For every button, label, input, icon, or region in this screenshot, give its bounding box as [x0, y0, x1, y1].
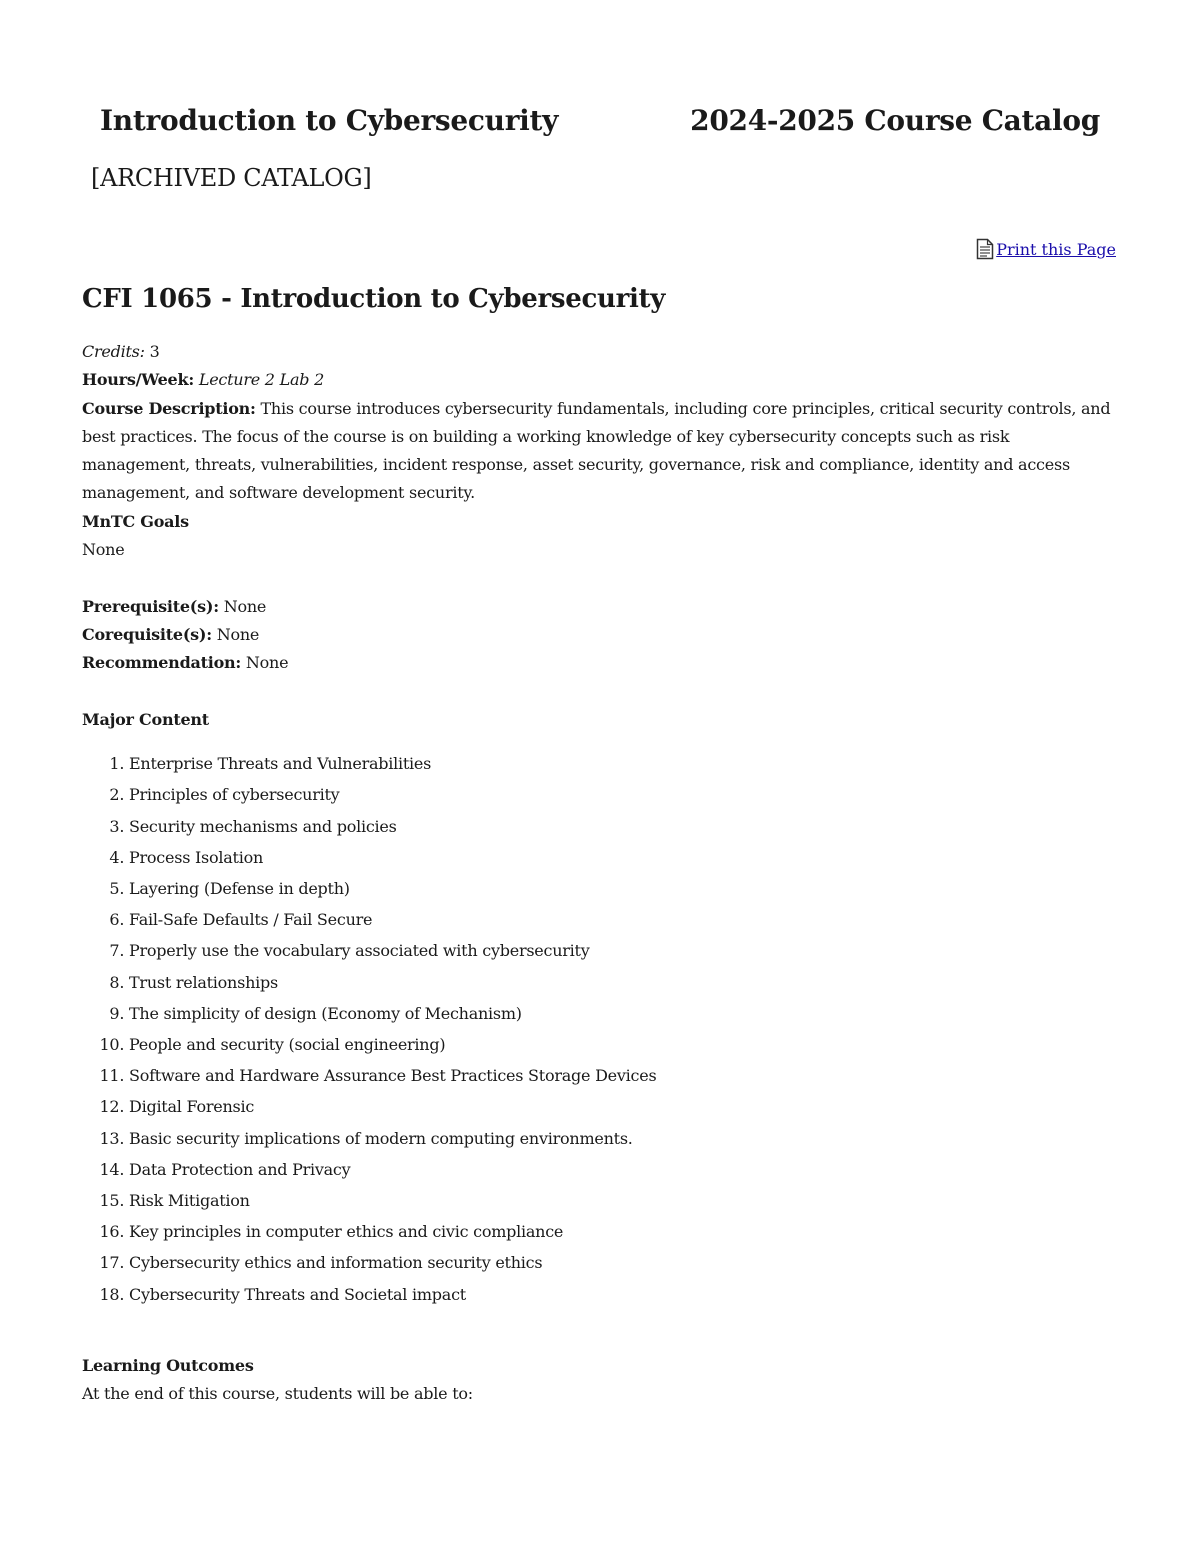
learning-outcomes-label: Learning Outcomes [82, 1355, 254, 1375]
description-label: Course Description: [82, 398, 256, 418]
hours-row [82, 366, 1118, 394]
list-item: 10. People and security (social engineering) [129, 1029, 1118, 1060]
recommendation-label: Recommendation: [82, 653, 242, 673]
coreq-row [82, 621, 1118, 649]
recommendation-row [82, 649, 1118, 677]
mntc-label: MnTC Goals [82, 511, 189, 531]
list-item: 12. Digital Forensic [129, 1091, 1118, 1122]
description-row [82, 395, 1118, 508]
list-item: 17. Cybersecurity ethics and information security ethics [129, 1247, 1118, 1278]
list-item: 4. Process Isolation [129, 842, 1118, 873]
list-item: 3. Security mechanisms and policies [129, 811, 1118, 842]
list-item: 2. Principles of cybersecurity [129, 779, 1118, 810]
list-item: 13. Basic security implications of modern computing environments. [129, 1123, 1118, 1154]
description-text: This course introduces cybersecurity fundamentals, including core principles, critical security controls, and best practices. The focus of the course is on building a working knowledge of key cybersecurity concepts such as risk management, threats, vulnerabilities, incident response, asset security, governance, risk and compliance, identity and access management, and software development security. [82, 398, 1111, 503]
list-item: 6. Fail-Safe Defaults / Fail Secure [129, 904, 1118, 935]
list-item: 15. Risk Mitigation [129, 1185, 1118, 1216]
document-print-icon[interactable] [976, 238, 994, 260]
recommendation-value: None [245, 653, 289, 673]
credits-row [82, 338, 1118, 366]
hours-label: Hours/Week: [82, 370, 194, 390]
major-content-label: Major Content [82, 709, 209, 729]
major-content-list [82, 748, 1118, 1310]
page-title: Introduction to Cybersecurity [100, 104, 559, 137]
credits-label: Credits: [82, 342, 145, 361]
list-item: 5. Layering (Defense in depth) [129, 873, 1118, 904]
list-item: 18. Cybersecurity Threats and Societal impact [129, 1279, 1118, 1310]
coreq-label: Corequisite(s): [82, 624, 212, 644]
catalog-title: 2024-2025 Course Catalog [690, 104, 1100, 137]
prereq-label: Prerequisite(s): [82, 596, 219, 616]
list-item: 8. Trust relationships [129, 967, 1118, 998]
list-item: 11. Software and Hardware Assurance Best Practices Storage Devices [129, 1060, 1118, 1091]
print-page-control[interactable] [976, 238, 1116, 260]
list-item: 1. Enterprise Threats and Vulnerabilities [129, 748, 1118, 779]
prereq-row [82, 593, 1118, 621]
list-item: 9. The simplicity of design (Economy of Mechanism) [129, 998, 1118, 1029]
list-item: 7. Properly use the vocabulary associated with cybersecurity [129, 935, 1118, 966]
learning-outcomes-intro: At the end of this course, students will be able to: [82, 1384, 473, 1404]
hours-value: Lecture 2 Lab 2 [198, 370, 324, 390]
prereq-value: None [223, 596, 267, 616]
credits-value: 3 [149, 342, 160, 361]
mntc-value: None [82, 540, 125, 560]
print-page-link[interactable]: Print this Page [996, 239, 1116, 259]
list-item: 14. Data Protection and Privacy [129, 1154, 1118, 1185]
course-heading: CFI 1065 - Introduction to Cybersecurity [82, 284, 666, 314]
list-item: 16. Key principles in computer ethics and civic compliance [129, 1216, 1118, 1247]
course-details [82, 338, 1118, 1408]
archived-label: [ARCHIVED CATALOG] [91, 164, 372, 192]
coreq-value: None [216, 624, 260, 644]
